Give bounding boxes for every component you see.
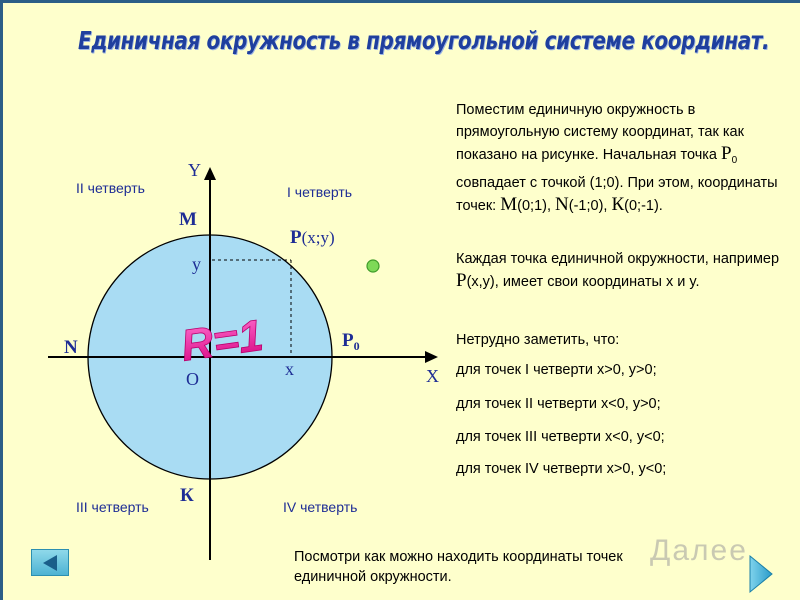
axis-x-label: X (426, 366, 439, 386)
point-p-label: P(x;y) (290, 227, 335, 248)
intro-m-letter: M (500, 193, 518, 215)
y-value-label: y (192, 254, 201, 274)
x-axis-arrow-icon (425, 351, 438, 363)
notice-paragraph: Нетрудно заметить, что: (456, 332, 620, 348)
intro-text-e: (0;-1). (624, 197, 663, 214)
point-text-b: (x,y), имеет свои координаты x и y. (466, 274, 700, 290)
intro-text-d: (-1;0), (568, 197, 612, 214)
point-k-label: К (180, 485, 194, 506)
point-n-label: N (64, 337, 78, 358)
watermark-text: Далее (650, 534, 748, 567)
next-button[interactable] (748, 552, 774, 596)
point-p0-label: $P_0$ (342, 330, 360, 353)
point-paragraph (456, 248, 796, 293)
green-dot (367, 260, 379, 272)
radius-label: R=1 (178, 310, 267, 371)
axis-y-label: Y (188, 160, 201, 180)
condition-quadrant-1: для точек I четверти x>0, y>0; (456, 362, 657, 378)
point-p-letter: P (456, 270, 467, 291)
condition-quadrant-4: для точек IV четверти x>0, y<0; (456, 461, 667, 477)
arrow-right-icon (748, 552, 774, 596)
quadrant-3-label: III четверть (76, 499, 149, 515)
back-button[interactable] (31, 549, 69, 576)
x-value-label: x (285, 359, 294, 379)
arrow-left-icon (40, 554, 60, 572)
intro-text-b: совпадает с точкой (1;0). При этом, координаты точек: (456, 174, 778, 214)
origin-label: О (186, 369, 199, 389)
intro-p-sub: 0 (731, 154, 738, 166)
condition-quadrant-2: для точек II четверти x<0, y>0; (456, 396, 661, 412)
y-axis-arrow-icon (204, 167, 216, 180)
point-m-label: M (179, 209, 197, 230)
quadrant-1-label: I четверть (287, 184, 353, 200)
slide-title: Единичная окружность в прямоугольной системе координат. (78, 26, 770, 55)
bottom-note: Посмотри как можно находить координаты точек единичной окружности. (294, 549, 623, 585)
intro-n-letter: N (555, 193, 569, 215)
intro-k-letter: К (611, 193, 625, 215)
quadrant-2-label: II четверть (76, 180, 145, 196)
quadrant-4-label: IV четверть (283, 499, 358, 515)
intro-text-a: Поместим единичную окружность в прямоугольную систему координат, так как показано на рисунке. Начальная точка (456, 102, 744, 163)
intro-paragraph (456, 99, 796, 217)
intro-p-letter: P (721, 143, 732, 164)
point-text-a: Каждая точка единичной окружности, например (456, 251, 780, 267)
intro-text-c: (0;1), (517, 197, 556, 214)
condition-quadrant-3: для точек III четверти x<0, y<0; (456, 429, 665, 445)
